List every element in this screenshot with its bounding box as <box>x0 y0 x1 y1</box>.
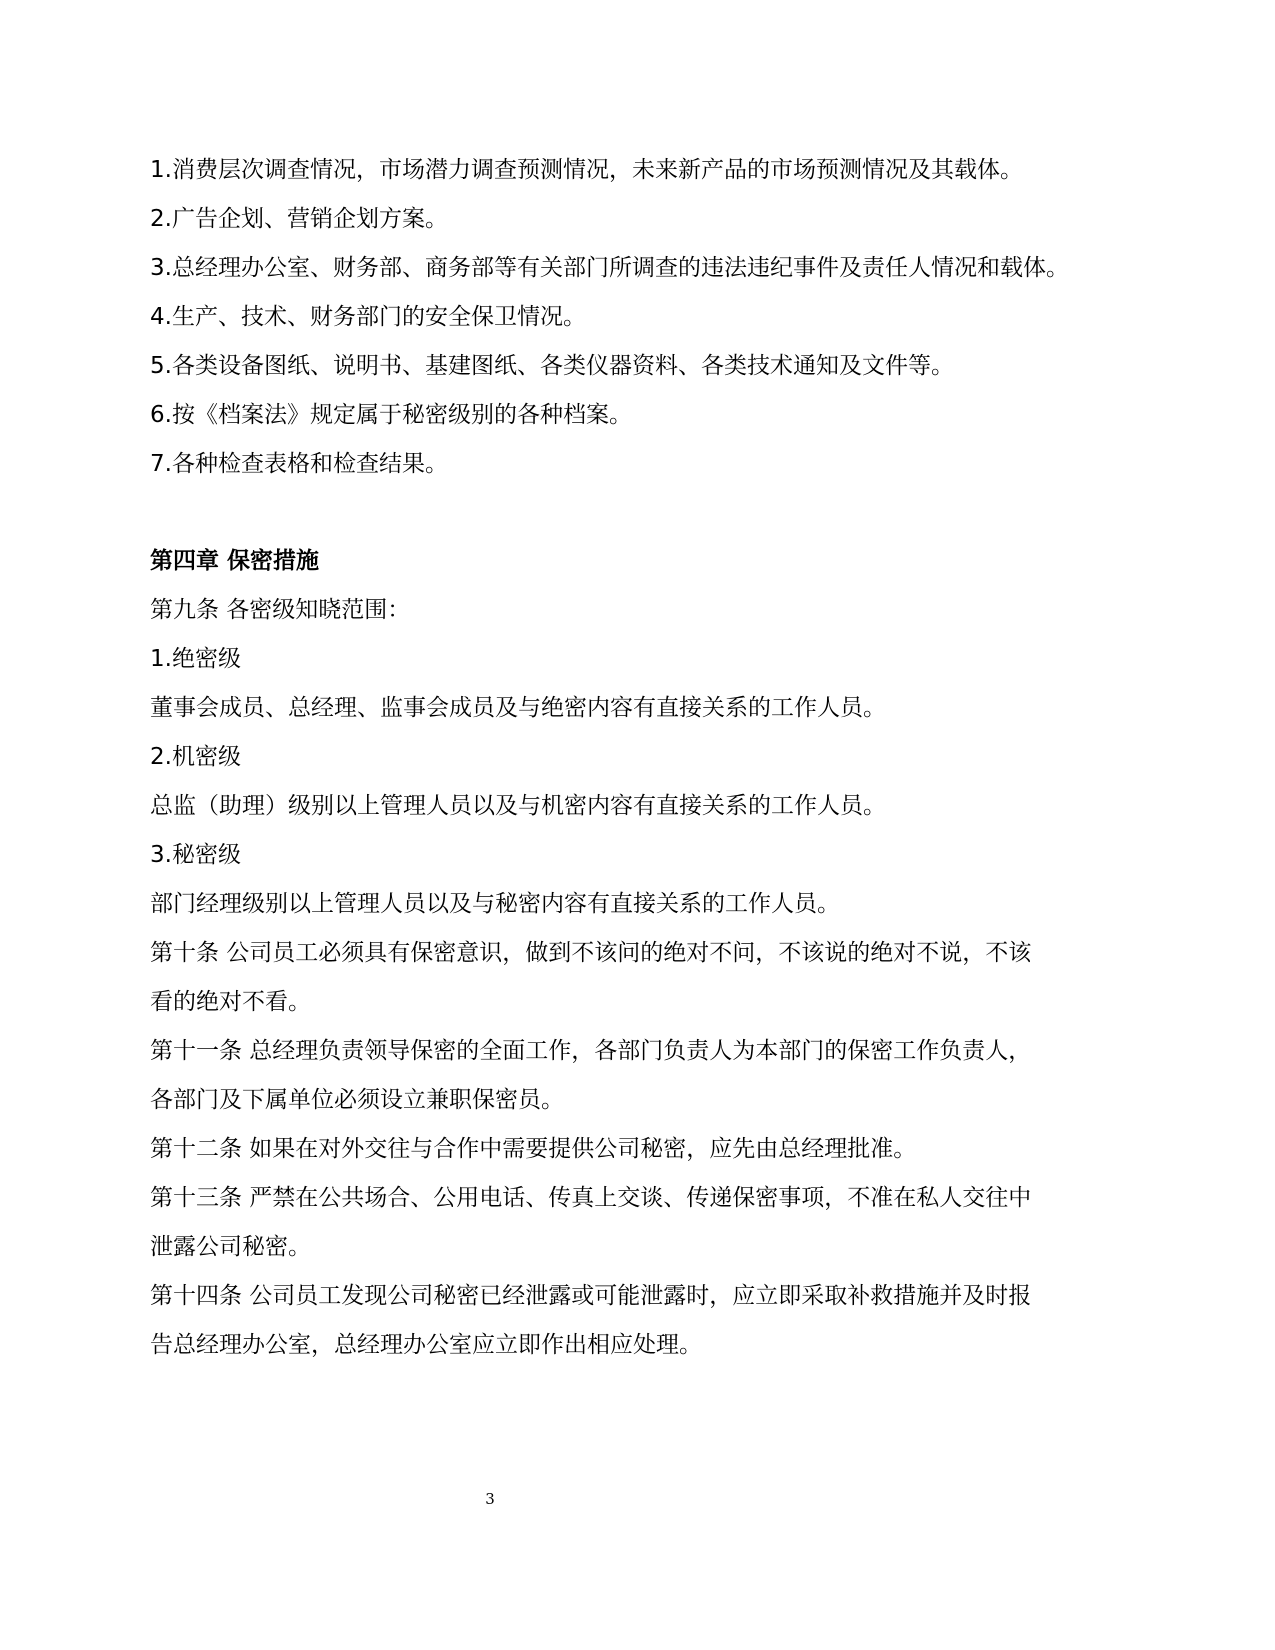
article-line: 告总经理办公室，总经理办公室应立即作出相应处理。 <box>150 1332 702 1358</box>
article-line: 第十二条 如果在对外交往与合作中需要提供公司秘密，应先由总经理批准。 <box>150 1136 917 1162</box>
article-line: 第十一条 总经理负责领导保密的全面工作，各部门负责人为本部门的保密工作负责人， <box>150 1038 1032 1064</box>
page-number: 3 <box>485 1490 495 1508</box>
article-line: 第十三条 严禁在公共场合、公用电话、传真上交谈、传递保密事项，不准在私人交往中 <box>150 1185 1032 1211</box>
article-line: 看的绝对不看。 <box>150 989 311 1015</box>
list-item: 7.各种检查表格和检查结果。 <box>150 451 448 477</box>
article-line: 各部门及下属单位必须设立兼职保密员。 <box>150 1087 564 1113</box>
article-line: 第十四条 公司员工发现公司秘密已经泄露或可能泄露时，应立即采取补救措施并及时报 <box>150 1283 1032 1309</box>
list-item: 3.总经理办公室、财务部、商务部等有关部门所调查的违法违纪事件及责任人情况和载体。 <box>150 255 1069 281</box>
list-item: 5.各类设备图纸、说明书、基建图纸、各类仪器资料、各类技术通知及文件等。 <box>150 353 954 379</box>
chapter-heading: 第四章 保密措施 <box>150 548 320 574</box>
section-spacer <box>150 489 1160 537</box>
article-line: 总监（助理）级别以上管理人员以及与机密内容有直接关系的工作人员。 <box>150 793 886 819</box>
article-line: 泄露公司秘密。 <box>150 1234 311 1260</box>
article-line: 2.机密级 <box>150 744 241 770</box>
document-body <box>150 146 1160 1370</box>
article-line: 1.绝密级 <box>150 646 241 672</box>
article-line: 第九条 各密级知晓范围： <box>150 597 411 623</box>
article-line: 部门经理级别以上管理人员以及与秘密内容有直接关系的工作人员。 <box>150 891 840 917</box>
article-line: 董事会成员、总经理、监事会成员及与绝密内容有直接关系的工作人员。 <box>150 695 886 721</box>
list-item: 4.生产、技术、财务部门的安全保卫情况。 <box>150 304 586 330</box>
article-line: 第十条 公司员工必须具有保密意识，做到不该问的绝对不问，不该说的绝对不说，不该 <box>150 940 1032 966</box>
list-item: 6.按《档案法》规定属于秘密级别的各种档案。 <box>150 402 632 428</box>
list-item: 1.消费层次调查情况，市场潜力调查预测情况，未来新产品的市场预测情况及其载体。 <box>150 157 1023 183</box>
list-item: 2.广告企划、营销企划方案。 <box>150 206 448 232</box>
article-line: 3.秘密级 <box>150 842 241 868</box>
